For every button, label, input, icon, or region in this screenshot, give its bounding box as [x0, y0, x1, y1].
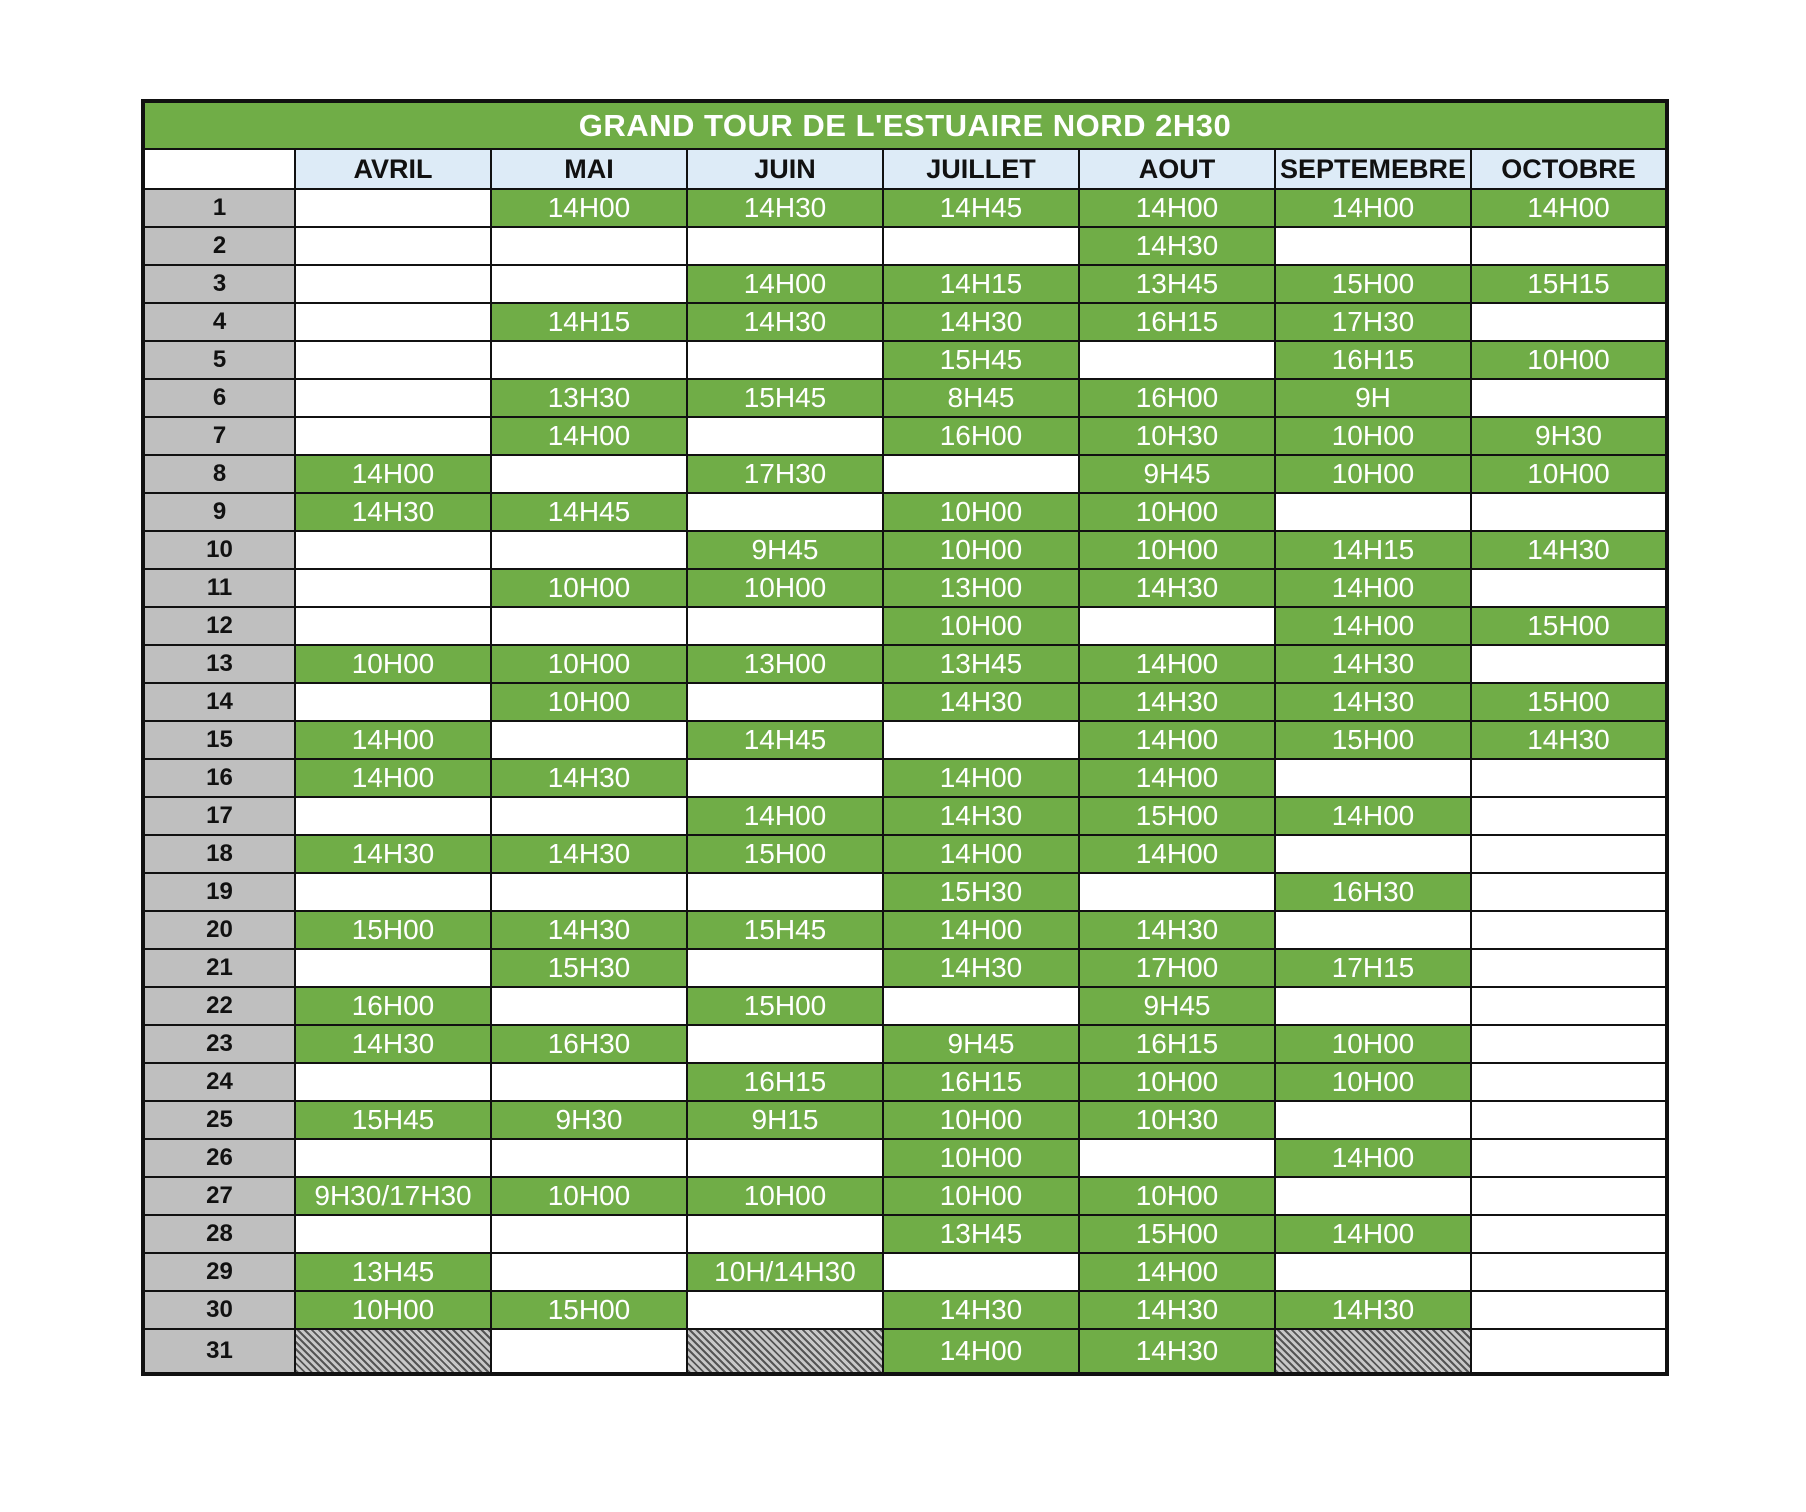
departure-time-cell: 15H45: [295, 1101, 491, 1139]
departure-time-cell: 10H00: [1471, 341, 1667, 379]
departure-time-cell: 9H: [1275, 379, 1471, 417]
month-header-avril: AVRIL: [295, 149, 491, 189]
departure-time-cell: 15H30: [491, 949, 687, 987]
departure-time-cell: 14H00: [687, 797, 883, 835]
empty-slot-cell: [1471, 493, 1667, 531]
month-header-aout: AOUT: [1079, 149, 1275, 189]
schedule-table: [141, 99, 1669, 1376]
empty-slot-cell: [1079, 1139, 1275, 1177]
departure-time-cell: 14H00: [883, 1329, 1079, 1374]
empty-slot-cell: [491, 987, 687, 1025]
departure-time-cell: 14H00: [1079, 835, 1275, 873]
departure-time-cell: 17H00: [1079, 949, 1275, 987]
empty-slot-cell: [1471, 1063, 1667, 1101]
departure-time-cell: 9H45: [1079, 987, 1275, 1025]
unavailable-cell: [687, 1329, 883, 1374]
day-number: 24: [143, 1063, 295, 1101]
departure-time-cell: 14H30: [883, 949, 1079, 987]
departure-time-cell: 17H30: [1275, 303, 1471, 341]
departure-time-cell: 14H00: [1471, 189, 1667, 227]
departure-time-cell: 10H00: [1275, 1025, 1471, 1063]
day-number: 16: [143, 759, 295, 797]
empty-slot-cell: [491, 873, 687, 911]
empty-slot-cell: [295, 379, 491, 417]
departure-time-cell: 14H30: [491, 911, 687, 949]
empty-slot-cell: [295, 607, 491, 645]
departure-time-cell: 13H00: [883, 569, 1079, 607]
departure-time-cell: 13H45: [883, 1215, 1079, 1253]
day-number: 23: [143, 1025, 295, 1063]
table-row: [143, 265, 1667, 303]
empty-slot-cell: [1471, 1101, 1667, 1139]
departure-time-cell: 15H45: [883, 341, 1079, 379]
empty-slot-cell: [491, 341, 687, 379]
departure-time-cell: 15H15: [1471, 265, 1667, 303]
departure-time-cell: 14H15: [883, 265, 1079, 303]
empty-slot-cell: [1471, 911, 1667, 949]
departure-time-cell: 14H30: [1471, 721, 1667, 759]
departure-time-cell: 14H45: [883, 189, 1079, 227]
departure-time-cell: 14H00: [1275, 189, 1471, 227]
empty-slot-cell: [687, 683, 883, 721]
departure-time-cell: 10H30: [1079, 417, 1275, 455]
departure-time-cell: 14H30: [295, 1025, 491, 1063]
title-row: [143, 101, 1667, 149]
empty-slot-cell: [295, 1139, 491, 1177]
empty-slot-cell: [1471, 1253, 1667, 1291]
table-row: [143, 379, 1667, 417]
departure-time-cell: 13H45: [883, 645, 1079, 683]
empty-slot-cell: [491, 1139, 687, 1177]
day-number: 22: [143, 987, 295, 1025]
departure-time-cell: 10H00: [491, 645, 687, 683]
departure-time-cell: 14H00: [1275, 1139, 1471, 1177]
departure-time-cell: 15H00: [687, 987, 883, 1025]
empty-slot-cell: [491, 227, 687, 265]
departure-time-cell: 14H30: [687, 189, 883, 227]
empty-slot-cell: [1471, 949, 1667, 987]
table-row: [143, 1139, 1667, 1177]
empty-slot-cell: [491, 721, 687, 759]
departure-time-cell: 14H00: [1275, 569, 1471, 607]
departure-time-cell: 10H00: [1471, 455, 1667, 493]
empty-slot-cell: [687, 759, 883, 797]
departure-time-cell: 10H00: [1275, 1063, 1471, 1101]
departure-time-cell: 15H00: [1275, 721, 1471, 759]
departure-time-cell: 14H00: [687, 265, 883, 303]
empty-slot-cell: [1275, 227, 1471, 265]
day-number: 13: [143, 645, 295, 683]
day-number: 7: [143, 417, 295, 455]
departure-time-cell: 17H30: [687, 455, 883, 493]
departure-time-cell: 14H30: [1079, 683, 1275, 721]
departure-time-cell: 14H15: [491, 303, 687, 341]
table-row: [143, 1253, 1667, 1291]
departure-time-cell: 16H00: [1079, 379, 1275, 417]
departure-time-cell: 9H30/17H30: [295, 1177, 491, 1215]
departure-time-cell: 15H00: [1079, 1215, 1275, 1253]
schedule-body: [143, 189, 1667, 1374]
departure-time-cell: 15H45: [687, 911, 883, 949]
empty-slot-cell: [1471, 759, 1667, 797]
empty-slot-cell: [687, 417, 883, 455]
departure-time-cell: 14H00: [1079, 189, 1275, 227]
departure-time-cell: 16H15: [1079, 1025, 1275, 1063]
departure-time-cell: 14H30: [1275, 645, 1471, 683]
month-header-juillet: JUILLET: [883, 149, 1079, 189]
departure-time-cell: 16H30: [1275, 873, 1471, 911]
departure-time-cell: 10H00: [1079, 1063, 1275, 1101]
day-number: 30: [143, 1291, 295, 1329]
table-row: [143, 1291, 1667, 1329]
empty-slot-cell: [883, 455, 1079, 493]
table-row: [143, 341, 1667, 379]
empty-slot-cell: [1079, 873, 1275, 911]
departure-time-cell: 10H00: [491, 569, 687, 607]
empty-slot-cell: [687, 1215, 883, 1253]
empty-slot-cell: [687, 949, 883, 987]
day-number: 14: [143, 683, 295, 721]
departure-time-cell: 15H00: [1471, 683, 1667, 721]
departure-time-cell: 14H00: [883, 835, 1079, 873]
departure-time-cell: 14H30: [883, 797, 1079, 835]
departure-time-cell: 15H00: [295, 911, 491, 949]
table-row: [143, 683, 1667, 721]
departure-time-cell: 14H30: [883, 1291, 1079, 1329]
empty-slot-cell: [1471, 1329, 1667, 1374]
table-row: [143, 987, 1667, 1025]
departure-time-cell: 14H00: [491, 189, 687, 227]
departure-time-cell: 13H45: [1079, 265, 1275, 303]
empty-slot-cell: [1471, 987, 1667, 1025]
departure-time-cell: 14H00: [1275, 797, 1471, 835]
departure-time-cell: 14H30: [1079, 227, 1275, 265]
empty-slot-cell: [687, 1025, 883, 1063]
empty-slot-cell: [1471, 227, 1667, 265]
empty-slot-cell: [295, 873, 491, 911]
day-number: 19: [143, 873, 295, 911]
table-row: [143, 189, 1667, 227]
empty-slot-cell: [295, 1215, 491, 1253]
departure-time-cell: 10H00: [295, 645, 491, 683]
empty-slot-cell: [883, 1253, 1079, 1291]
departure-time-cell: 16H00: [295, 987, 491, 1025]
empty-slot-cell: [1471, 1215, 1667, 1253]
empty-slot-cell: [295, 417, 491, 455]
empty-slot-cell: [491, 1253, 687, 1291]
departure-time-cell: 14H45: [687, 721, 883, 759]
departure-time-cell: 15H30: [883, 873, 1079, 911]
empty-slot-cell: [687, 1291, 883, 1329]
empty-slot-cell: [295, 531, 491, 569]
day-number: 26: [143, 1139, 295, 1177]
departure-time-cell: 16H00: [883, 417, 1079, 455]
departure-time-cell: 17H15: [1275, 949, 1471, 987]
day-number: 20: [143, 911, 295, 949]
empty-slot-cell: [1471, 797, 1667, 835]
departure-time-cell: 16H15: [687, 1063, 883, 1101]
departure-time-cell: 14H00: [295, 759, 491, 797]
empty-slot-cell: [1275, 987, 1471, 1025]
departure-time-cell: 15H00: [1079, 797, 1275, 835]
day-number: 29: [143, 1253, 295, 1291]
empty-slot-cell: [687, 1139, 883, 1177]
table-row: [143, 569, 1667, 607]
empty-slot-cell: [1471, 303, 1667, 341]
empty-slot-cell: [687, 227, 883, 265]
departure-time-cell: 10H/14H30: [687, 1253, 883, 1291]
departure-time-cell: 8H45: [883, 379, 1079, 417]
departure-time-cell: 14H00: [1079, 645, 1275, 683]
month-header-mai: MAI: [491, 149, 687, 189]
departure-time-cell: 14H00: [491, 417, 687, 455]
table-row: [143, 227, 1667, 265]
day-number: 25: [143, 1101, 295, 1139]
departure-time-cell: 14H30: [687, 303, 883, 341]
departure-time-cell: 14H30: [1079, 569, 1275, 607]
day-number: 21: [143, 949, 295, 987]
empty-slot-cell: [491, 265, 687, 303]
departure-time-cell: 9H30: [1471, 417, 1667, 455]
day-number: 4: [143, 303, 295, 341]
day-number: 3: [143, 265, 295, 303]
departure-time-cell: 10H00: [1275, 455, 1471, 493]
departure-time-cell: 14H00: [1079, 759, 1275, 797]
day-number: 5: [143, 341, 295, 379]
day-number: 8: [143, 455, 295, 493]
empty-slot-cell: [1471, 835, 1667, 873]
departure-time-cell: 14H30: [1079, 1291, 1275, 1329]
day-number: 27: [143, 1177, 295, 1215]
empty-slot-cell: [491, 1329, 687, 1374]
month-header-septemebre: SEPTEMEBRE: [1275, 149, 1471, 189]
table-row: [143, 759, 1667, 797]
table-row: [143, 1177, 1667, 1215]
empty-slot-cell: [1079, 341, 1275, 379]
empty-slot-cell: [491, 455, 687, 493]
departure-time-cell: 14H45: [491, 493, 687, 531]
day-number: 6: [143, 379, 295, 417]
empty-slot-cell: [1471, 1139, 1667, 1177]
empty-slot-cell: [295, 341, 491, 379]
empty-slot-cell: [295, 227, 491, 265]
departure-time-cell: 15H00: [1471, 607, 1667, 645]
month-header-row: [143, 149, 1667, 189]
empty-slot-cell: [1471, 1291, 1667, 1329]
departure-time-cell: 14H30: [295, 493, 491, 531]
departure-time-cell: 14H00: [1275, 1215, 1471, 1253]
day-number: 15: [143, 721, 295, 759]
day-number: 1: [143, 189, 295, 227]
empty-slot-cell: [491, 1215, 687, 1253]
empty-slot-cell: [1275, 835, 1471, 873]
departure-time-cell: 10H00: [491, 683, 687, 721]
table-row: [143, 607, 1667, 645]
table-row: [143, 417, 1667, 455]
empty-slot-cell: [1471, 873, 1667, 911]
day-number: 18: [143, 835, 295, 873]
empty-slot-cell: [1275, 911, 1471, 949]
departure-time-cell: 9H15: [687, 1101, 883, 1139]
day-number: 28: [143, 1215, 295, 1253]
table-row: [143, 455, 1667, 493]
empty-slot-cell: [883, 227, 1079, 265]
empty-slot-cell: [1471, 645, 1667, 683]
empty-slot-cell: [295, 683, 491, 721]
empty-slot-cell: [1275, 1253, 1471, 1291]
empty-slot-cell: [883, 721, 1079, 759]
departure-time-cell: 15H45: [687, 379, 883, 417]
empty-slot-cell: [1079, 607, 1275, 645]
day-number: 11: [143, 569, 295, 607]
departure-time-cell: 14H00: [1079, 1253, 1275, 1291]
table-row: [143, 873, 1667, 911]
departure-time-cell: 10H00: [883, 531, 1079, 569]
departure-time-cell: 16H15: [883, 1063, 1079, 1101]
departure-time-cell: 16H15: [1079, 303, 1275, 341]
empty-slot-cell: [1471, 569, 1667, 607]
departure-time-cell: 14H30: [1079, 1329, 1275, 1374]
table-row: [143, 835, 1667, 873]
departure-time-cell: 9H45: [1079, 455, 1275, 493]
empty-slot-cell: [295, 265, 491, 303]
table-row: [143, 1215, 1667, 1253]
table-row: [143, 1329, 1667, 1374]
empty-slot-cell: [687, 607, 883, 645]
departure-time-cell: 10H00: [491, 1177, 687, 1215]
empty-slot-cell: [687, 341, 883, 379]
table-row: [143, 645, 1667, 683]
day-number: 12: [143, 607, 295, 645]
unavailable-cell: [1275, 1329, 1471, 1374]
table-row: [143, 797, 1667, 835]
table-row: [143, 911, 1667, 949]
departure-time-cell: 9H45: [883, 1025, 1079, 1063]
departure-time-cell: 10H00: [1079, 1177, 1275, 1215]
empty-slot-cell: [491, 607, 687, 645]
table-row: [143, 303, 1667, 341]
departure-time-cell: 15H00: [491, 1291, 687, 1329]
table-row: [143, 721, 1667, 759]
empty-slot-cell: [295, 189, 491, 227]
empty-slot-cell: [491, 1063, 687, 1101]
table-row: [143, 949, 1667, 987]
departure-time-cell: 14H00: [1275, 607, 1471, 645]
day-number: 31: [143, 1329, 295, 1374]
departure-time-cell: 14H00: [1079, 721, 1275, 759]
empty-slot-cell: [295, 303, 491, 341]
departure-time-cell: 10H00: [883, 493, 1079, 531]
empty-slot-cell: [1471, 1025, 1667, 1063]
empty-slot-cell: [1471, 379, 1667, 417]
empty-slot-cell: [687, 493, 883, 531]
empty-slot-cell: [1471, 1177, 1667, 1215]
table-row: [143, 1063, 1667, 1101]
departure-time-cell: 14H30: [883, 683, 1079, 721]
corner-cell: [143, 149, 295, 189]
departure-time-cell: 14H00: [295, 721, 491, 759]
empty-slot-cell: [1275, 1177, 1471, 1215]
departure-time-cell: 10H00: [1275, 417, 1471, 455]
departure-time-cell: 14H30: [491, 759, 687, 797]
departure-time-cell: 16H30: [491, 1025, 687, 1063]
departure-time-cell: 15H00: [1275, 265, 1471, 303]
departure-time-cell: 15H00: [687, 835, 883, 873]
empty-slot-cell: [491, 797, 687, 835]
departure-time-cell: 14H15: [1275, 531, 1471, 569]
empty-slot-cell: [295, 569, 491, 607]
empty-slot-cell: [491, 531, 687, 569]
departure-time-cell: 14H30: [1079, 911, 1275, 949]
month-header-octobre: OCTOBRE: [1471, 149, 1667, 189]
table-row: [143, 493, 1667, 531]
empty-slot-cell: [1275, 1101, 1471, 1139]
departure-time-cell: 14H00: [883, 759, 1079, 797]
empty-slot-cell: [1275, 759, 1471, 797]
departure-time-cell: 13H45: [295, 1253, 491, 1291]
departure-time-cell: 10H00: [883, 1177, 1079, 1215]
departure-time-cell: 10H00: [883, 1139, 1079, 1177]
unavailable-cell: [295, 1329, 491, 1374]
departure-time-cell: 13H00: [687, 645, 883, 683]
departure-time-cell: 10H00: [1079, 531, 1275, 569]
departure-time-cell: 16H15: [1275, 341, 1471, 379]
departure-time-cell: 14H30: [883, 303, 1079, 341]
empty-slot-cell: [295, 797, 491, 835]
departure-time-cell: 10H00: [295, 1291, 491, 1329]
departure-time-cell: 9H45: [687, 531, 883, 569]
departure-time-cell: 14H30: [1275, 1291, 1471, 1329]
empty-slot-cell: [295, 949, 491, 987]
day-number: 17: [143, 797, 295, 835]
departure-time-cell: 10H00: [1079, 493, 1275, 531]
departure-time-cell: 14H00: [883, 911, 1079, 949]
departure-time-cell: 9H30: [491, 1101, 687, 1139]
departure-time-cell: 10H00: [883, 1101, 1079, 1139]
day-number: 9: [143, 493, 295, 531]
month-header-juin: JUIN: [687, 149, 883, 189]
departure-time-cell: 14H00: [295, 455, 491, 493]
departure-time-cell: 14H30: [295, 835, 491, 873]
departure-time-cell: 13H30: [491, 379, 687, 417]
departure-time-cell: 10H00: [687, 569, 883, 607]
departure-time-cell: 14H30: [1275, 683, 1471, 721]
table-row: [143, 1025, 1667, 1063]
table-row: [143, 531, 1667, 569]
empty-slot-cell: [883, 987, 1079, 1025]
table-title: GRAND TOUR DE L'ESTUAIRE NORD 2H30: [143, 101, 1667, 149]
departure-time-cell: 10H00: [883, 607, 1079, 645]
empty-slot-cell: [1275, 493, 1471, 531]
table-row: [143, 1101, 1667, 1139]
departure-time-cell: 14H30: [491, 835, 687, 873]
departure-time-cell: 10H00: [687, 1177, 883, 1215]
day-number: 2: [143, 227, 295, 265]
departure-time-cell: 14H30: [1471, 531, 1667, 569]
empty-slot-cell: [687, 873, 883, 911]
departure-time-cell: 10H30: [1079, 1101, 1275, 1139]
day-number: 10: [143, 531, 295, 569]
empty-slot-cell: [295, 1063, 491, 1101]
